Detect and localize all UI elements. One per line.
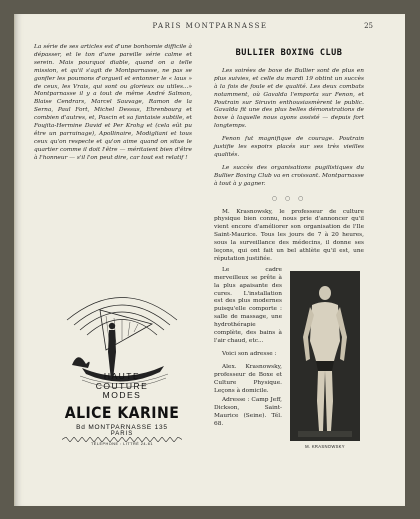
ad-address: Bd MONTPARNASSE 135 bbox=[76, 423, 168, 431]
athlete-figure bbox=[290, 271, 360, 441]
krasnowsky-photo bbox=[290, 271, 360, 441]
krasnowsky-paragraph-3: Voici son adresse : bbox=[222, 350, 277, 357]
boxing-paragraph-1: Les soirées de boxe de Bullier sont de plus en plus suivies, et celle du mardi 19 obtint un succès à la fois de foule et de qualité. Les deux combats notamment, où Gavalda l'emporta sur Fenon, et Poutrain sur Siruvin enthousiasmèrent le public. Gavalda fit une des plus belles démonstrations de boxe à laquelle nous ayons assisté — depuis fort longtemps. bbox=[214, 67, 364, 130]
krasnowsky-paragraph-1: M. Krasnowsky, le professeur de culture physique bien connu, nous prie d'annoncer qu'il vient encore d'améliorer son organisation de l'Ile Saint-Maurice. Tous les jours de 7 à 20 heures, sous la surveillance des médecins, il donne ses leçons, qui ont fait un bel athlète qu'il est, une réputation justifiée. bbox=[214, 208, 364, 262]
couture-advertisement bbox=[52, 372, 192, 446]
krasnowsky-paragraph-5: Adresse : Camp Jeff, Dickson, Saint-Maurice (Seine). Tél. 68. bbox=[214, 397, 282, 428]
article-heading: BULLIER BOXING CLUB bbox=[235, 48, 343, 58]
boxing-paragraph-3: Le succès des organisations pugilistiques du Bullier Boxing Club va en croissant. Montparnasse à tout à y gagner. bbox=[214, 164, 364, 187]
krasnowsky-paragraph-4: Alex. Krasnowsky, professeur de Boxe et Culture Physique. Leçons à domicile. bbox=[214, 363, 282, 394]
section-separator: ○ ○ ○ bbox=[271, 194, 307, 202]
left-column-text: La série de ses articles est d'une bonhomie difficile à dépasser, et le ton d'une pareille série calme et serein. Mais pourquoi diable, quand on a telle mission, et qu'il s'agit de Montparnasse, ne pas se gonfler les poumons d'orgueil et entonner le « laus » de ceux, les Vrais, qui sont ou glorieux ou utiles...» Montparnasse il y a tout de même André Salmon, Blaise Cendrars, Marcel Sauvage, Ramon de la Serna, Paul Fort, Michel Dessus, Ehrenbourg et combien d'autres, et, Pascin et sa fantaisie subtile, et Foujita-Hermine David et Per Krohg et (cela eût pu être un parrainage), Apollinaire, Modigliani et tous ceux qu'on respecte et qu'on aime quand on situe le quartier comme il doit l'être — méritaient bien d'être à l'honneur — s'il l'on peut dire, car tout est relatif ! bbox=[34, 44, 192, 161]
ad-line-couture: COUTURE bbox=[95, 380, 149, 391]
left-column bbox=[34, 44, 192, 163]
krasnowsky-paragraph-2: Le cadre merveilleux se prête à la plus apaisante des cures. L'installation est des plus modernes puisqu'elle comporte : salle de massage, une hydrothérapie complète, des bains à l'air chaud, etc... bbox=[214, 266, 282, 344]
ad-city: PARIS bbox=[110, 430, 134, 437]
photo-caption: M. KRASNOWSKY bbox=[305, 444, 345, 449]
ad-brand-name: ALICE KARINE bbox=[64, 402, 180, 422]
ad-telephone: TÉLÉPHONE : LITTRÉ 24-61 bbox=[90, 441, 153, 446]
ad-line-modes: MODES bbox=[102, 390, 142, 400]
ad-line-haute: HAUTE bbox=[103, 371, 141, 381]
running-title: PARIS MONTPARNASSE bbox=[152, 22, 268, 30]
page-number: 25 bbox=[364, 22, 373, 30]
boxing-paragraph-2: Fenon fut magnifique de courage. Poutrain justifie les espoirs placés sur ses très vieilles qualités. bbox=[214, 136, 364, 158]
running-header bbox=[15, 22, 405, 34]
